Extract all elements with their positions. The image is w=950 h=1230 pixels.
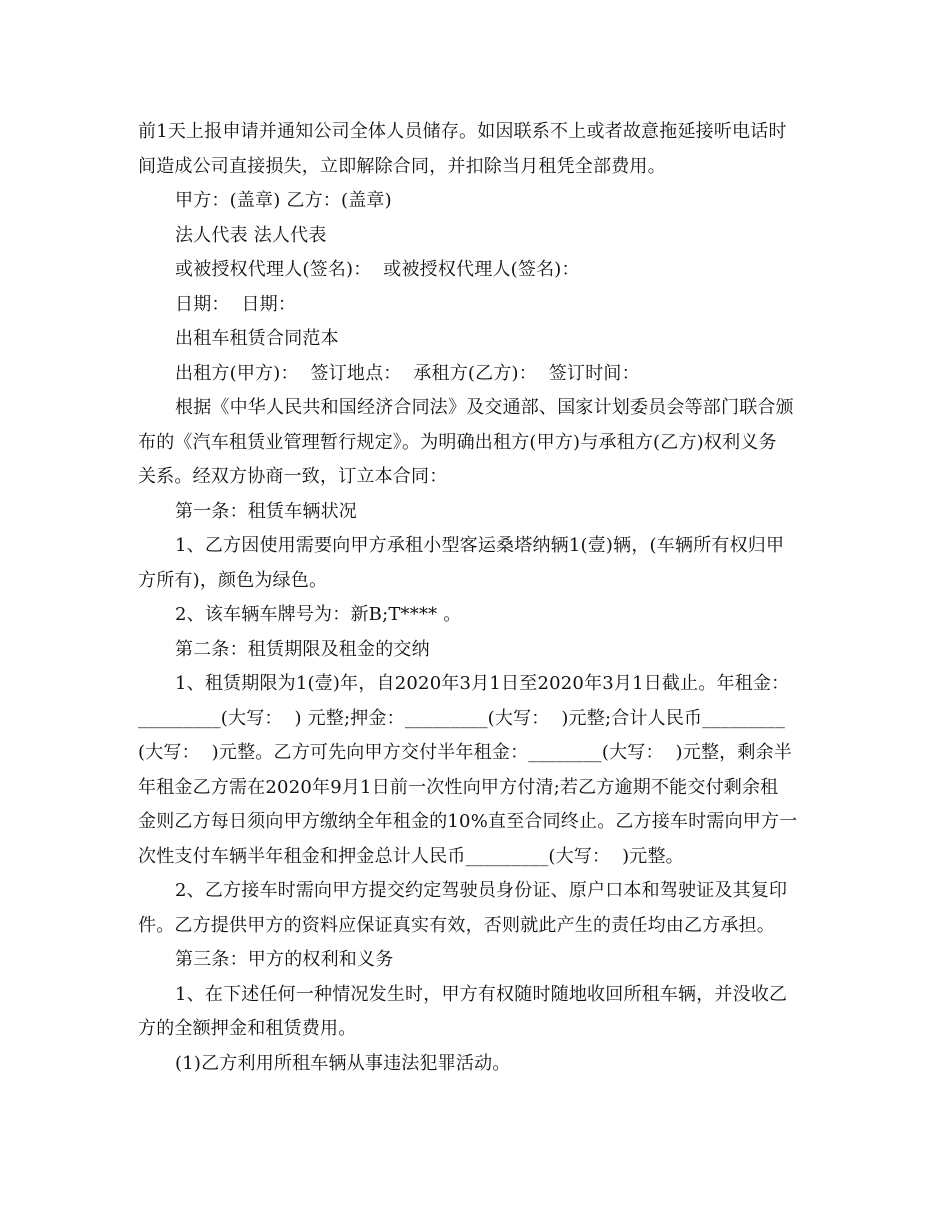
clause-line: 次性支付车辆半年租金和押金总计人民币_________(大写： )元整。 [138,845,684,867]
article-heading: 第二条：租赁期限及租金的交纳 [175,638,430,660]
clause-line: 2、该车辆车牌号为：新B;T**** 。 [175,604,462,625]
text-line: 前1天上报申请并通知公司全体人员储存。如因联系不上或者故意拖延接听电话时 [138,121,787,142]
paragraph-line: 关系。经双方协商一致，订立本合同： [138,466,448,487]
clause-line: 1、乙方因使用需要向甲方承租小型客运桑塔纳辆1(壹)辆，(车辆所有权归甲 [175,535,785,556]
contract-title: 出租车租赁合同范本 [175,328,339,349]
text-line: 间造成公司直接损失，立即解除合同，并扣除当月租凭全部费用。 [138,155,666,177]
authorized-agent-line: 或被授权代理人(签名)： 或被授权代理人(签名)： [175,259,580,280]
clause-line: _________(大写： ) 元整;押金：_________(大写： )元整;合计人民币_________ [138,707,786,729]
paragraph-line: 根据《中华人民共和国经济合同法》及交通部、国家计划委员会等部门联合颁 [175,397,794,418]
parties-line: 出租方(甲方)： 签订地点： 承租方(乙方)： 签订时间： [175,362,640,384]
legal-representative-line: 法人代表 法人代表 [175,224,327,246]
signature-party-line: 甲方：(盖章) 乙方：(盖章) [175,190,392,211]
article-heading: 第三条：甲方的权利和义务 [175,949,394,970]
document-page [138,115,818,1081]
date-line: 日期： 日期： [175,293,297,315]
clause-line: 1、在下述任何一种情况发生时，甲方有权随时随地收回所租车辆，并没收乙 [175,983,788,1005]
clause-line: 1、租赁期限为1(壹)年，自2020年3月1日至2020年3月1日截止。年租金： [175,673,790,694]
article-heading: 第一条：租赁车辆状况 [175,500,357,522]
clause-line: (1)乙方利用所租车辆从事违法犯罪活动。 [175,1052,511,1074]
clause-line: 方所有)，颜色为绿色。 [138,569,328,591]
clause-line: 2、乙方接车时需向甲方提交约定驾驶员身份证、原户口本和驾驶证及其复印 [175,880,788,901]
clause-line: 件。乙方提供甲方的资料应保证真实有效，否则就此产生的责任均由乙方承担。 [138,914,775,936]
clause-line: 金则乙方每日须向甲方缴纳全年租金的10%直至合同终止。乙方接车时需向甲方一 [138,811,798,832]
clause-line: 年租金乙方需在2020年9月1日前一次性向甲方付清;若乙方逾期不能交付剩余租 [138,776,779,798]
clause-line: 方的全额押金和租赁费用。 [138,1018,357,1039]
paragraph-line: 布的《汽车租赁业管理暂行规定》。为明确出租方(甲方)与承租方(乙方)权利义务 [138,431,777,453]
clause-line: (大写： )元整。乙方可先向甲方交付半年租金：________(大写： )元整，剩余半 [138,742,792,763]
